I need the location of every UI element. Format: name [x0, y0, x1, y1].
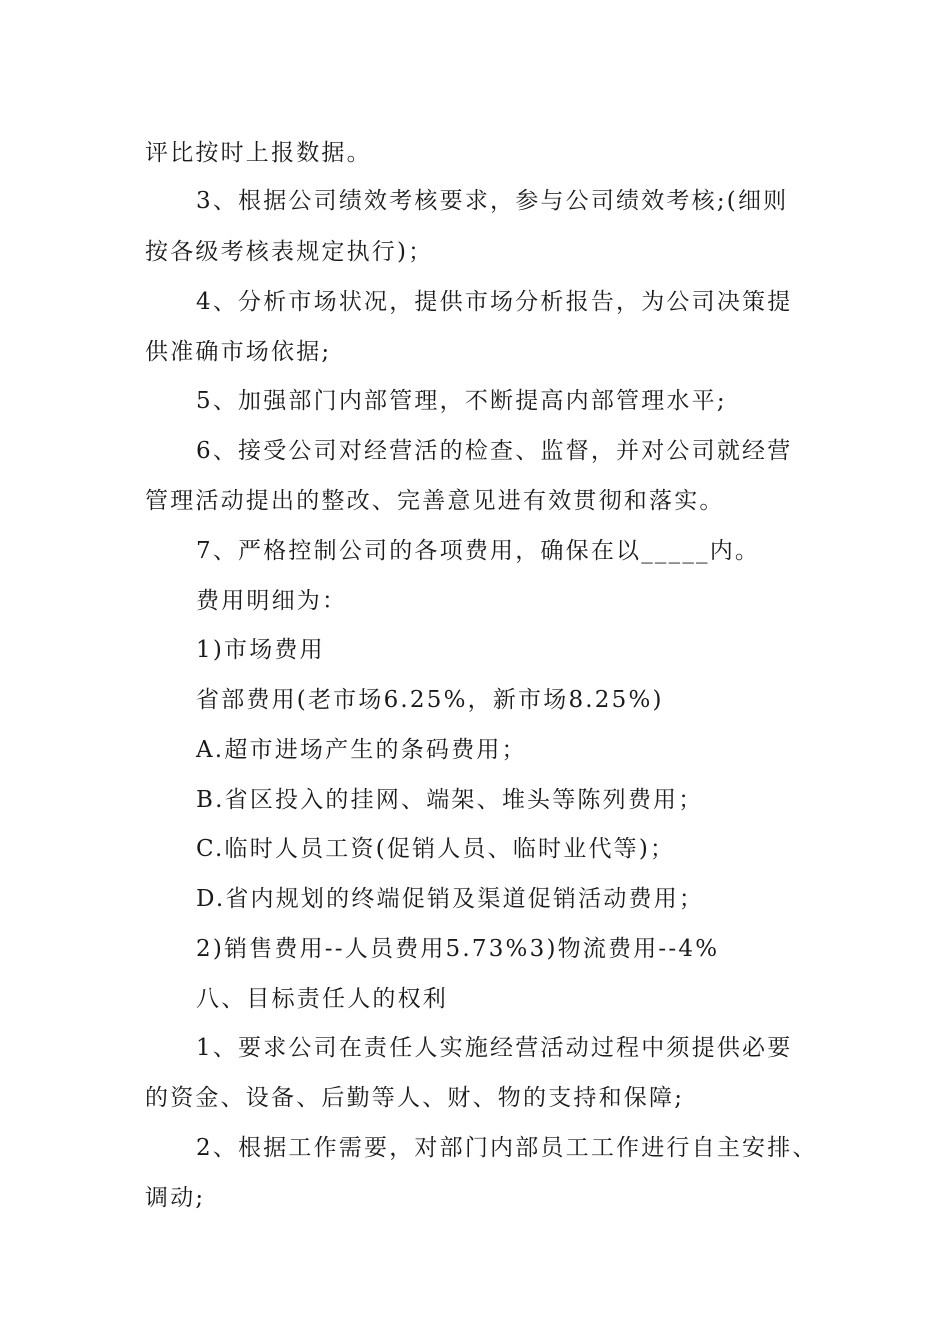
text-line: 7、严格控制公司的各项费用，确保在以_____内。: [196, 538, 761, 564]
text-line: 评比按时上报数据。: [145, 140, 372, 166]
text-line: 1、要求公司在责任人实施经营活动过程中须提供必要: [196, 1035, 793, 1061]
text-line: D.省内规划的终端促销及渠道促销活动费用；: [196, 886, 705, 912]
text-line: 4、分析市场状况，提供市场分析报告，为公司决策提: [196, 289, 793, 315]
text-line: 1)市场费用: [196, 637, 325, 663]
text-line: 调动;: [145, 1185, 206, 1211]
text-line: 5、加强部门内部管理，不断提高内部管理水平;: [196, 388, 727, 414]
text-line: 按各级考核表规定执行)；: [145, 239, 434, 265]
text-line: 管理活动提出的整改、完善意见进有效贯彻和落实。: [145, 488, 725, 514]
text-line: 的资金、设备、后勤等人、财、物的支持和保障;: [145, 1085, 685, 1111]
text-line: C.临时人员工资(促销人员、临时业代等)；: [196, 836, 676, 862]
text-line: B.省区投入的挂网、端架、堆头等陈列费用；: [196, 787, 704, 813]
text-line: 2)销售费用--人员费用5.73%3)物流费用--4%: [196, 936, 720, 962]
text-line: 省部费用(老市场6.25%，新市场8.25%): [196, 687, 664, 713]
text-line: A.超市进场产生的条码费用；: [196, 737, 527, 763]
text-line: 供准确市场依据;: [145, 339, 332, 365]
text-line: 3、根据公司绩效考核要求，参与公司绩效考核;(细则: [196, 188, 789, 214]
text-line: 费用明细为：: [196, 588, 348, 614]
text-line: 6、接受公司对经营活的检查、监督，并对公司就经营: [196, 438, 793, 464]
section-heading: 八、目标责任人的权利: [196, 986, 448, 1012]
text-line: 2、根据工作需要，对部门内部员工工作进行自主安排、: [196, 1135, 818, 1161]
